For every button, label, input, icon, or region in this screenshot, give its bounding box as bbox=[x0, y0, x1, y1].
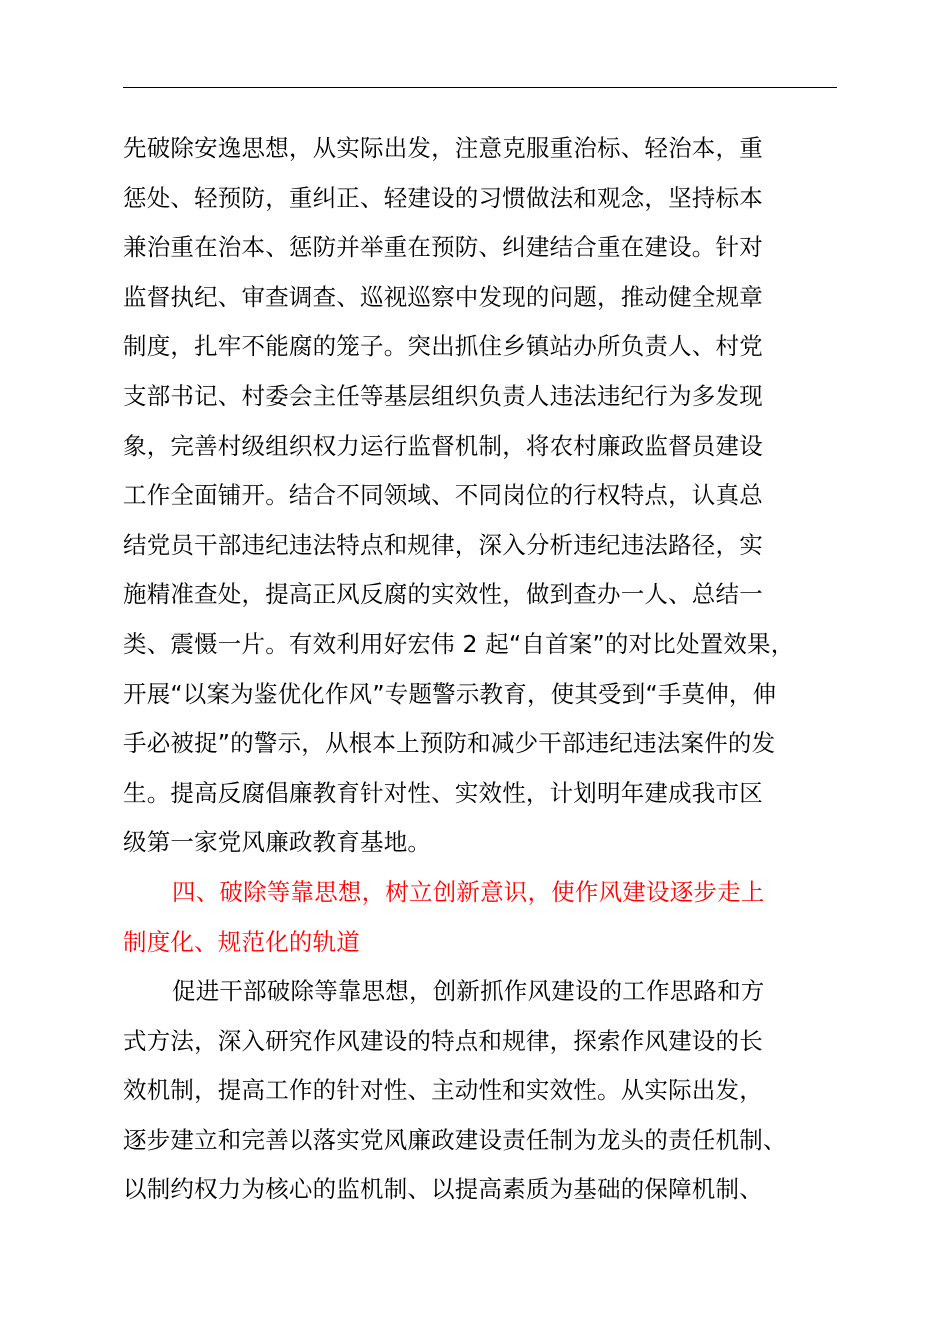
paragraph-continued bbox=[123, 124, 837, 868]
section-heading bbox=[123, 868, 837, 967]
text-line: 效机制，提高工作的针对性、主动性和实效性。从实际出发， bbox=[123, 1076, 763, 1105]
text-line: 监督执纪、审查调查、巡视巡察中发现的问题，推动健全规章 bbox=[123, 282, 763, 311]
text-line: 以制约权力为核心的监机制、以提高素质为基础的保障机制、 bbox=[123, 1175, 763, 1204]
text-line: 制度，扎牢不能腐的笼子。突出抓住乡镇站办所负责人、村党 bbox=[123, 332, 763, 361]
text-line: 惩处、轻预防，重纠正、轻建设的习惯做法和观念，坚持标本 bbox=[123, 183, 763, 212]
text-line: 级第一家党风廉政教育基地。 bbox=[123, 828, 432, 857]
text-line: 类、震慑一片。有效利用好宏伟 2 起“自首案”的对比处置效果， bbox=[123, 629, 795, 658]
text-line: 手必被捉”的警示，从根本上预防和减少干部违纪违法案件的发 bbox=[123, 729, 776, 758]
text-line: 工作全面铺开。结合不同领域、不同岗位的行权特点，认真总 bbox=[123, 481, 763, 510]
heading-line: 制度化、规范化的轨道 bbox=[123, 927, 360, 956]
text-line: 式方法，深入研究作风建设的特点和规律，探索作风建设的长 bbox=[123, 1026, 763, 1055]
text-line: 逐步建立和完善以落实党风廉政建设责任制为龙头的责任机制、 bbox=[123, 1125, 787, 1154]
text-line: 支部书记、村委会主任等基层组织负责人违法违纪行为多发现 bbox=[123, 381, 763, 410]
document-body bbox=[123, 124, 837, 1215]
text-line: 生。提高反腐倡廉教育针对性、实效性，计划明年建成我市区 bbox=[123, 778, 763, 807]
text-line: 结党员干部违纪违法特点和规律，深入分析违纪违法路径，实 bbox=[123, 530, 763, 559]
text-line: 开展“以案为鉴优化作风”专题警示教育，使其受到“手莫伸，伸 bbox=[123, 679, 777, 708]
text-line: 兼治重在治本、惩防并举重在预防、纠建结合重在建设。针对 bbox=[123, 233, 763, 262]
text-line: 施精准查处，提高正风反腐的实效性，做到查办一人、总结一 bbox=[123, 580, 763, 609]
text-line: 先破除安逸思想，从实际出发，注意克服重治标、轻治本，重 bbox=[123, 134, 763, 162]
text-line: 促进干部破除等靠思想，创新抓作风建设的工作思路和方 bbox=[172, 977, 765, 1006]
text-line: 象，完善村级组织权力运行监督机制，将农村廉政监督员建设 bbox=[123, 431, 763, 460]
paragraph bbox=[123, 967, 837, 1215]
header-rule bbox=[123, 87, 837, 88]
heading-line: 四、破除等靠思想，树立创新意识，使作风建设逐步走上 bbox=[172, 877, 765, 906]
